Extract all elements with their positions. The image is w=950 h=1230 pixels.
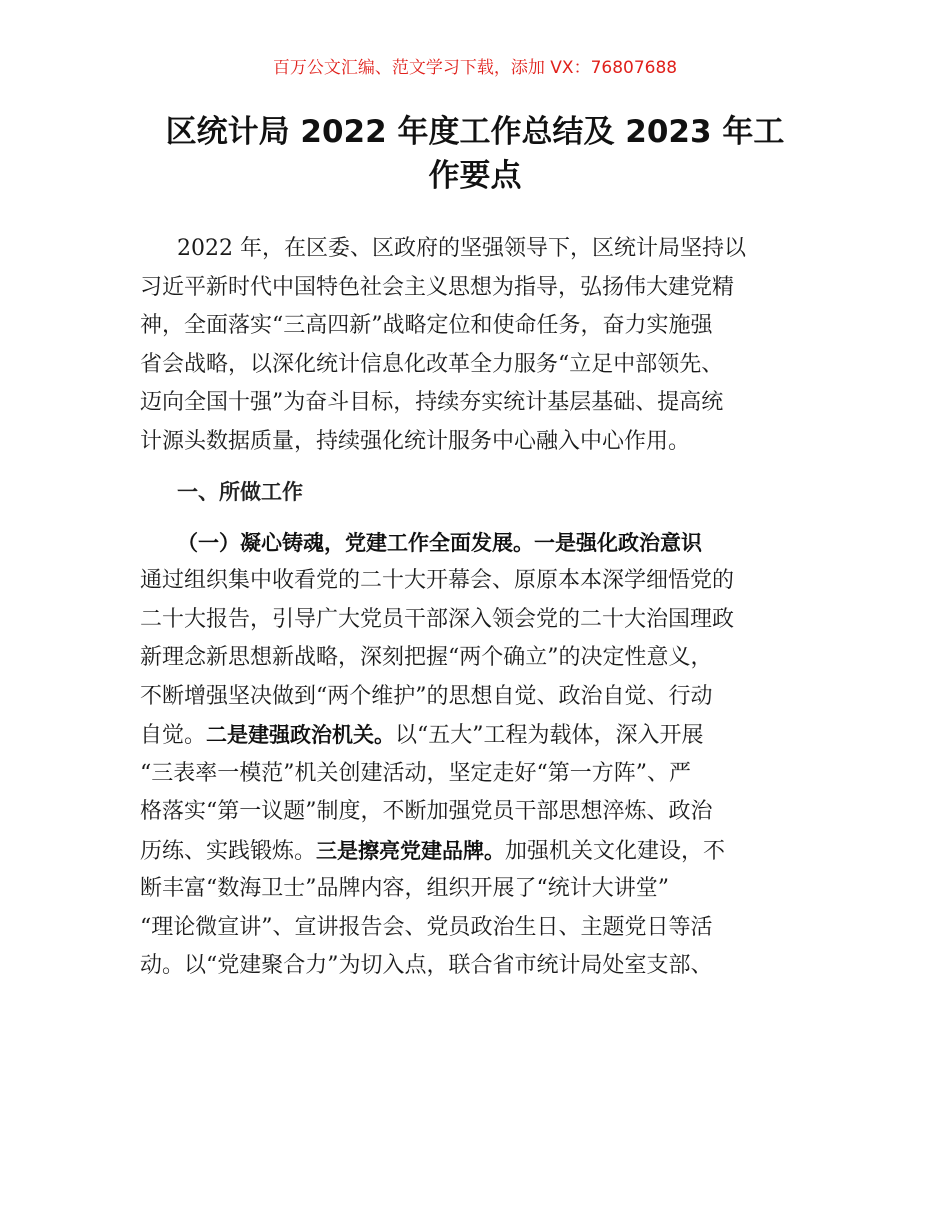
- point-3-heading: 三是擦亮党建品牌。: [316, 838, 506, 863]
- intro-line: 计源头数据质量，持续强化统计服务中心融入中心作用。: [140, 428, 691, 454]
- intro-line: 省会战略，以深化统计信息化改革全力服务“立足中部领先、: [140, 351, 724, 377]
- paragraph-line: [140, 716, 815, 755]
- section-1-heading: 一、所做工作: [177, 480, 303, 504]
- intro-line: 神，全面落实“三高四新”战略定位和使命任务，奋力实施强: [140, 313, 713, 338]
- paragraph-line: 不断增强坚决做到“两个维护”的思想自觉、政治自觉、行动: [140, 683, 713, 709]
- intro-paragraph: [140, 230, 815, 461]
- line-text: 加强机关文化建设，不: [505, 838, 726, 864]
- document-title: [140, 110, 810, 198]
- subsection-1-paragraph: [140, 524, 815, 986]
- section-heading: [140, 473, 815, 512]
- paragraph-line: 二十大报告，引导广大党员干部深入领会党的二十大治国理政: [140, 606, 735, 632]
- paragraph-line: “理论微宣讲”、宣讲报告会、党员政治生日、主题党日等活: [140, 914, 713, 940]
- title-line-1: 区统计局 2022 年度工作总结及 2023 年工: [165, 114, 785, 150]
- line-text: 历练、实践锻炼。: [140, 838, 317, 864]
- line-text: 自觉。: [140, 723, 207, 748]
- point-2-heading: 二是建强政治机关。: [206, 723, 396, 747]
- paragraph-line: [140, 524, 815, 563]
- subsection-1-lead: （一）凝心铸魂，党建工作全面发展。一是强化政治意识: [177, 530, 702, 555]
- paragraph-line: 通过组织集中收看党的二十大开幕会、原原本本深学细悟党的: [140, 568, 735, 593]
- line-text: 以“五大”工程为载体，深入开展: [395, 723, 704, 748]
- paragraph-line: 断丰富“数海卫士”品牌内容，组织开展了“统计大讲堂”: [140, 876, 669, 901]
- paragraph-line: 动。以“党建聚合力”为切入点，联合省市统计局处室支部、: [140, 953, 713, 978]
- intro-line: 习近平新时代中国特色社会主义思想为指导，弘扬伟大建党精: [140, 274, 735, 300]
- paragraph-line: [140, 832, 815, 871]
- paragraph-line: 新理念新思想新战略，深刻把握“两个确立”的决定性意义，: [140, 645, 713, 670]
- document-body: [140, 230, 815, 986]
- title-line-2: 作要点: [428, 158, 522, 194]
- paragraph-line: “三表率一模范”机关创建活动，坚定走好“第一方阵”、严: [140, 760, 691, 786]
- watermark-banner: 百万公文汇编、范文学习下载，添加 VX：76807688: [272, 58, 678, 78]
- intro-line: 2022 年，在区委、区政府的坚强领导下，区统计局坚持以: [177, 236, 746, 261]
- intro-line: 迈向全国十强”为奋斗目标，持续夯实统计基层基础、提高统: [140, 390, 724, 415]
- paragraph-line: 格落实“第一议题”制度，不断加强党员干部思想淬炼、政治: [140, 799, 713, 824]
